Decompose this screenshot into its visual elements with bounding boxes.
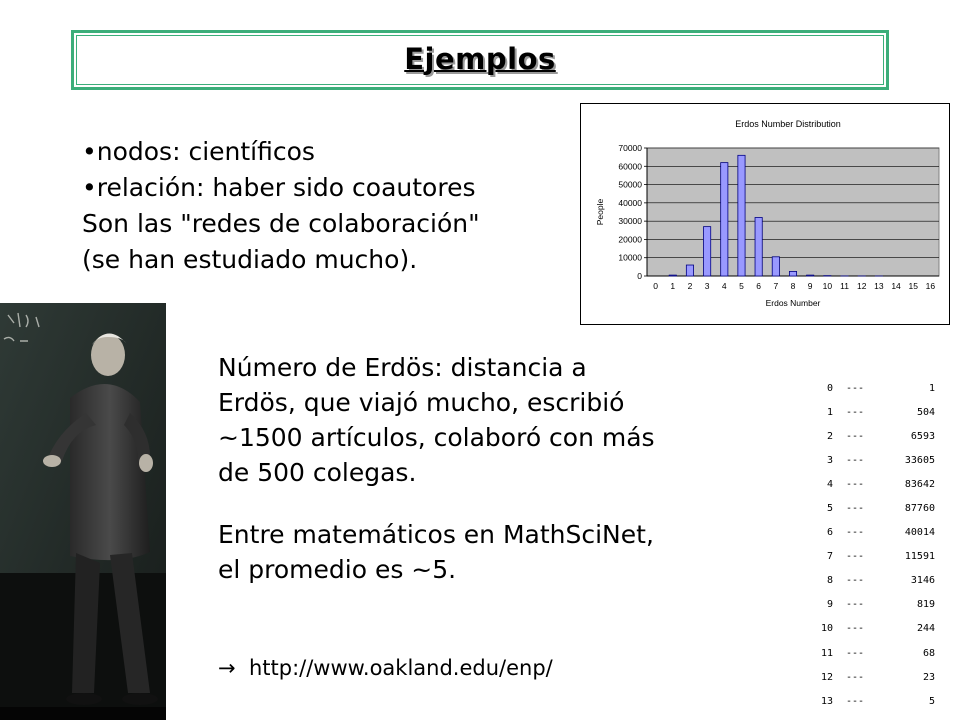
table-cell-count: 23	[922, 671, 935, 683]
para-line-1: Número de Erdös: distancia a	[218, 353, 587, 382]
table-row	[806, 424, 936, 448]
table-row	[806, 569, 936, 593]
title-bar	[71, 30, 889, 90]
table-cell-count: 504	[916, 406, 935, 418]
table-cell-count: 68	[922, 647, 935, 659]
chart-y-axis-label: People	[595, 198, 605, 226]
chart-bar	[686, 265, 693, 276]
table-row	[806, 472, 936, 496]
page-title: Ejemplos	[404, 42, 556, 76]
table-cell-number: 4	[826, 478, 833, 490]
table-row	[806, 521, 936, 545]
chart-y-tick-label: 0	[637, 271, 642, 281]
table-cell-dash: ---	[845, 551, 865, 563]
table-cell-dash: ---	[845, 599, 865, 611]
chart-x-tick-label: 4	[721, 281, 727, 291]
table-cell-dash: ---	[845, 406, 865, 418]
chart-y-tick-label: 30000	[618, 216, 642, 227]
chart-y-tick-label: 50000	[618, 179, 642, 190]
chart-x-tick-label: 1	[670, 281, 676, 291]
table-cell-count: 11591	[904, 551, 935, 563]
chart-bar	[669, 275, 676, 276]
para-line-2: Erdös, que viajó mucho, escribió	[218, 388, 625, 417]
intro-bullets	[82, 134, 582, 278]
table-cell-count: 1	[928, 382, 935, 394]
table-cell-number: 11	[820, 647, 833, 659]
para-line-6: el promedio es ~5.	[218, 555, 457, 584]
table-cell-dash: ---	[845, 671, 865, 683]
table-cell-number: 9	[826, 599, 833, 611]
table-row	[806, 641, 936, 665]
erdos-chart	[580, 103, 950, 325]
chart-y-tick-label: 20000	[618, 234, 642, 245]
table-row	[806, 376, 936, 400]
table-row	[806, 689, 936, 713]
chart-bar	[789, 271, 796, 276]
table-cell-number: 13	[820, 695, 833, 707]
table-cell-count: 33605	[904, 454, 935, 466]
table-cell-dash: ---	[845, 695, 865, 707]
chart-x-tick-label: 0	[653, 281, 658, 291]
table-row	[806, 400, 936, 424]
chart-bar	[704, 227, 711, 276]
table-cell-count: 40014	[904, 527, 935, 539]
chart-y-tick-label: 60000	[618, 161, 642, 172]
table-row	[806, 593, 936, 617]
table-cell-dash: ---	[845, 503, 865, 515]
chart-bar	[807, 275, 814, 276]
table-cell-number: 12	[820, 671, 833, 683]
table-row	[806, 617, 936, 641]
chart-bar	[738, 155, 745, 276]
para-gap	[218, 490, 758, 517]
para-line-5: Entre matemáticos en MathSciNet,	[218, 520, 654, 549]
erdos-count-table	[806, 376, 936, 713]
bullet-nodes: •nodos: científicos	[82, 137, 315, 166]
table-cell-dash: ---	[845, 454, 865, 466]
bullet-collab-networks: Son las "redes de colaboración"	[82, 209, 480, 238]
table-cell-number: 1	[826, 406, 833, 418]
table-cell-dash: ---	[845, 382, 865, 394]
chart-x-tick-label: 9	[807, 281, 813, 291]
enp-link-line	[218, 656, 553, 680]
chart-plot-area	[647, 148, 939, 276]
chart-x-tick-label: 12	[856, 281, 867, 291]
table-cell-dash: ---	[845, 623, 865, 635]
bullet-relation: •relación: haber sido coautores	[82, 173, 476, 202]
chart-x-tick-label: 15	[908, 281, 918, 291]
table-cell-count: 3146	[910, 575, 935, 587]
chart-y-tick-label: 40000	[618, 197, 642, 208]
table-row	[806, 496, 936, 520]
table-cell-count: 819	[916, 599, 935, 611]
table-cell-number: 0	[826, 382, 833, 394]
chart-x-axis-label: Erdos Number	[765, 298, 821, 308]
chart-x-tick-label: 2	[687, 281, 693, 291]
chart-x-tick-label: 5	[739, 281, 744, 291]
chart-x-tick-label: 16	[925, 281, 936, 291]
chart-x-tick-label: 8	[790, 281, 796, 291]
table-cell-number: 5	[826, 503, 833, 515]
erdos-description	[218, 350, 758, 587]
table-cell-number: 6	[826, 527, 833, 539]
table-cell-dash: ---	[845, 430, 865, 442]
chart-x-tick-label: 11	[840, 281, 849, 291]
chart-bar	[721, 163, 728, 276]
chart-x-tick-label: 6	[756, 281, 762, 291]
table-row	[806, 448, 936, 472]
table-cell-dash: ---	[845, 527, 865, 539]
table-row	[806, 665, 936, 689]
para-line-4: de 500 colegas.	[218, 458, 417, 487]
table-cell-dash: ---	[845, 575, 865, 587]
chart-x-tick-label: 10	[822, 281, 833, 291]
enp-link[interactable]: http://www.oakland.edu/enp/	[248, 656, 553, 680]
bullet-studied: (se han estudiado mucho).	[82, 245, 418, 274]
table-cell-count: 5	[928, 695, 935, 707]
arrow-right-icon: →	[218, 656, 236, 680]
table-cell-count: 244	[916, 623, 935, 635]
erdos-chart-svg	[581, 104, 949, 324]
chart-x-tick-label: 7	[773, 281, 779, 291]
table-cell-count: 6593	[910, 430, 935, 442]
table-cell-number: 7	[826, 551, 833, 563]
chart-y-tick-label: 70000	[618, 143, 642, 153]
chart-x-tick-label: 14	[891, 281, 901, 291]
table-cell-count: 87760	[904, 503, 935, 515]
chart-bar	[755, 217, 762, 276]
chart-bar	[772, 257, 779, 276]
chart-y-tick-label: 10000	[618, 252, 642, 263]
para-line-3: ~1500 artículos, colaboró con más	[218, 423, 655, 452]
chart-x-tick-label: 3	[704, 281, 710, 291]
table-cell-number: 3	[826, 454, 833, 466]
table-cell-dash: ---	[845, 647, 865, 659]
chart-title: Erdos Number Distribution	[735, 119, 841, 129]
table-cell-number: 8	[826, 575, 833, 587]
table-row	[806, 545, 936, 569]
chart-x-tick-label: 13	[874, 281, 884, 291]
erdos-photo	[0, 303, 166, 720]
table-cell-number: 10	[820, 623, 833, 635]
table-cell-number: 2	[826, 430, 833, 442]
table-cell-dash: ---	[845, 478, 865, 490]
table-cell-count: 83642	[904, 478, 935, 490]
